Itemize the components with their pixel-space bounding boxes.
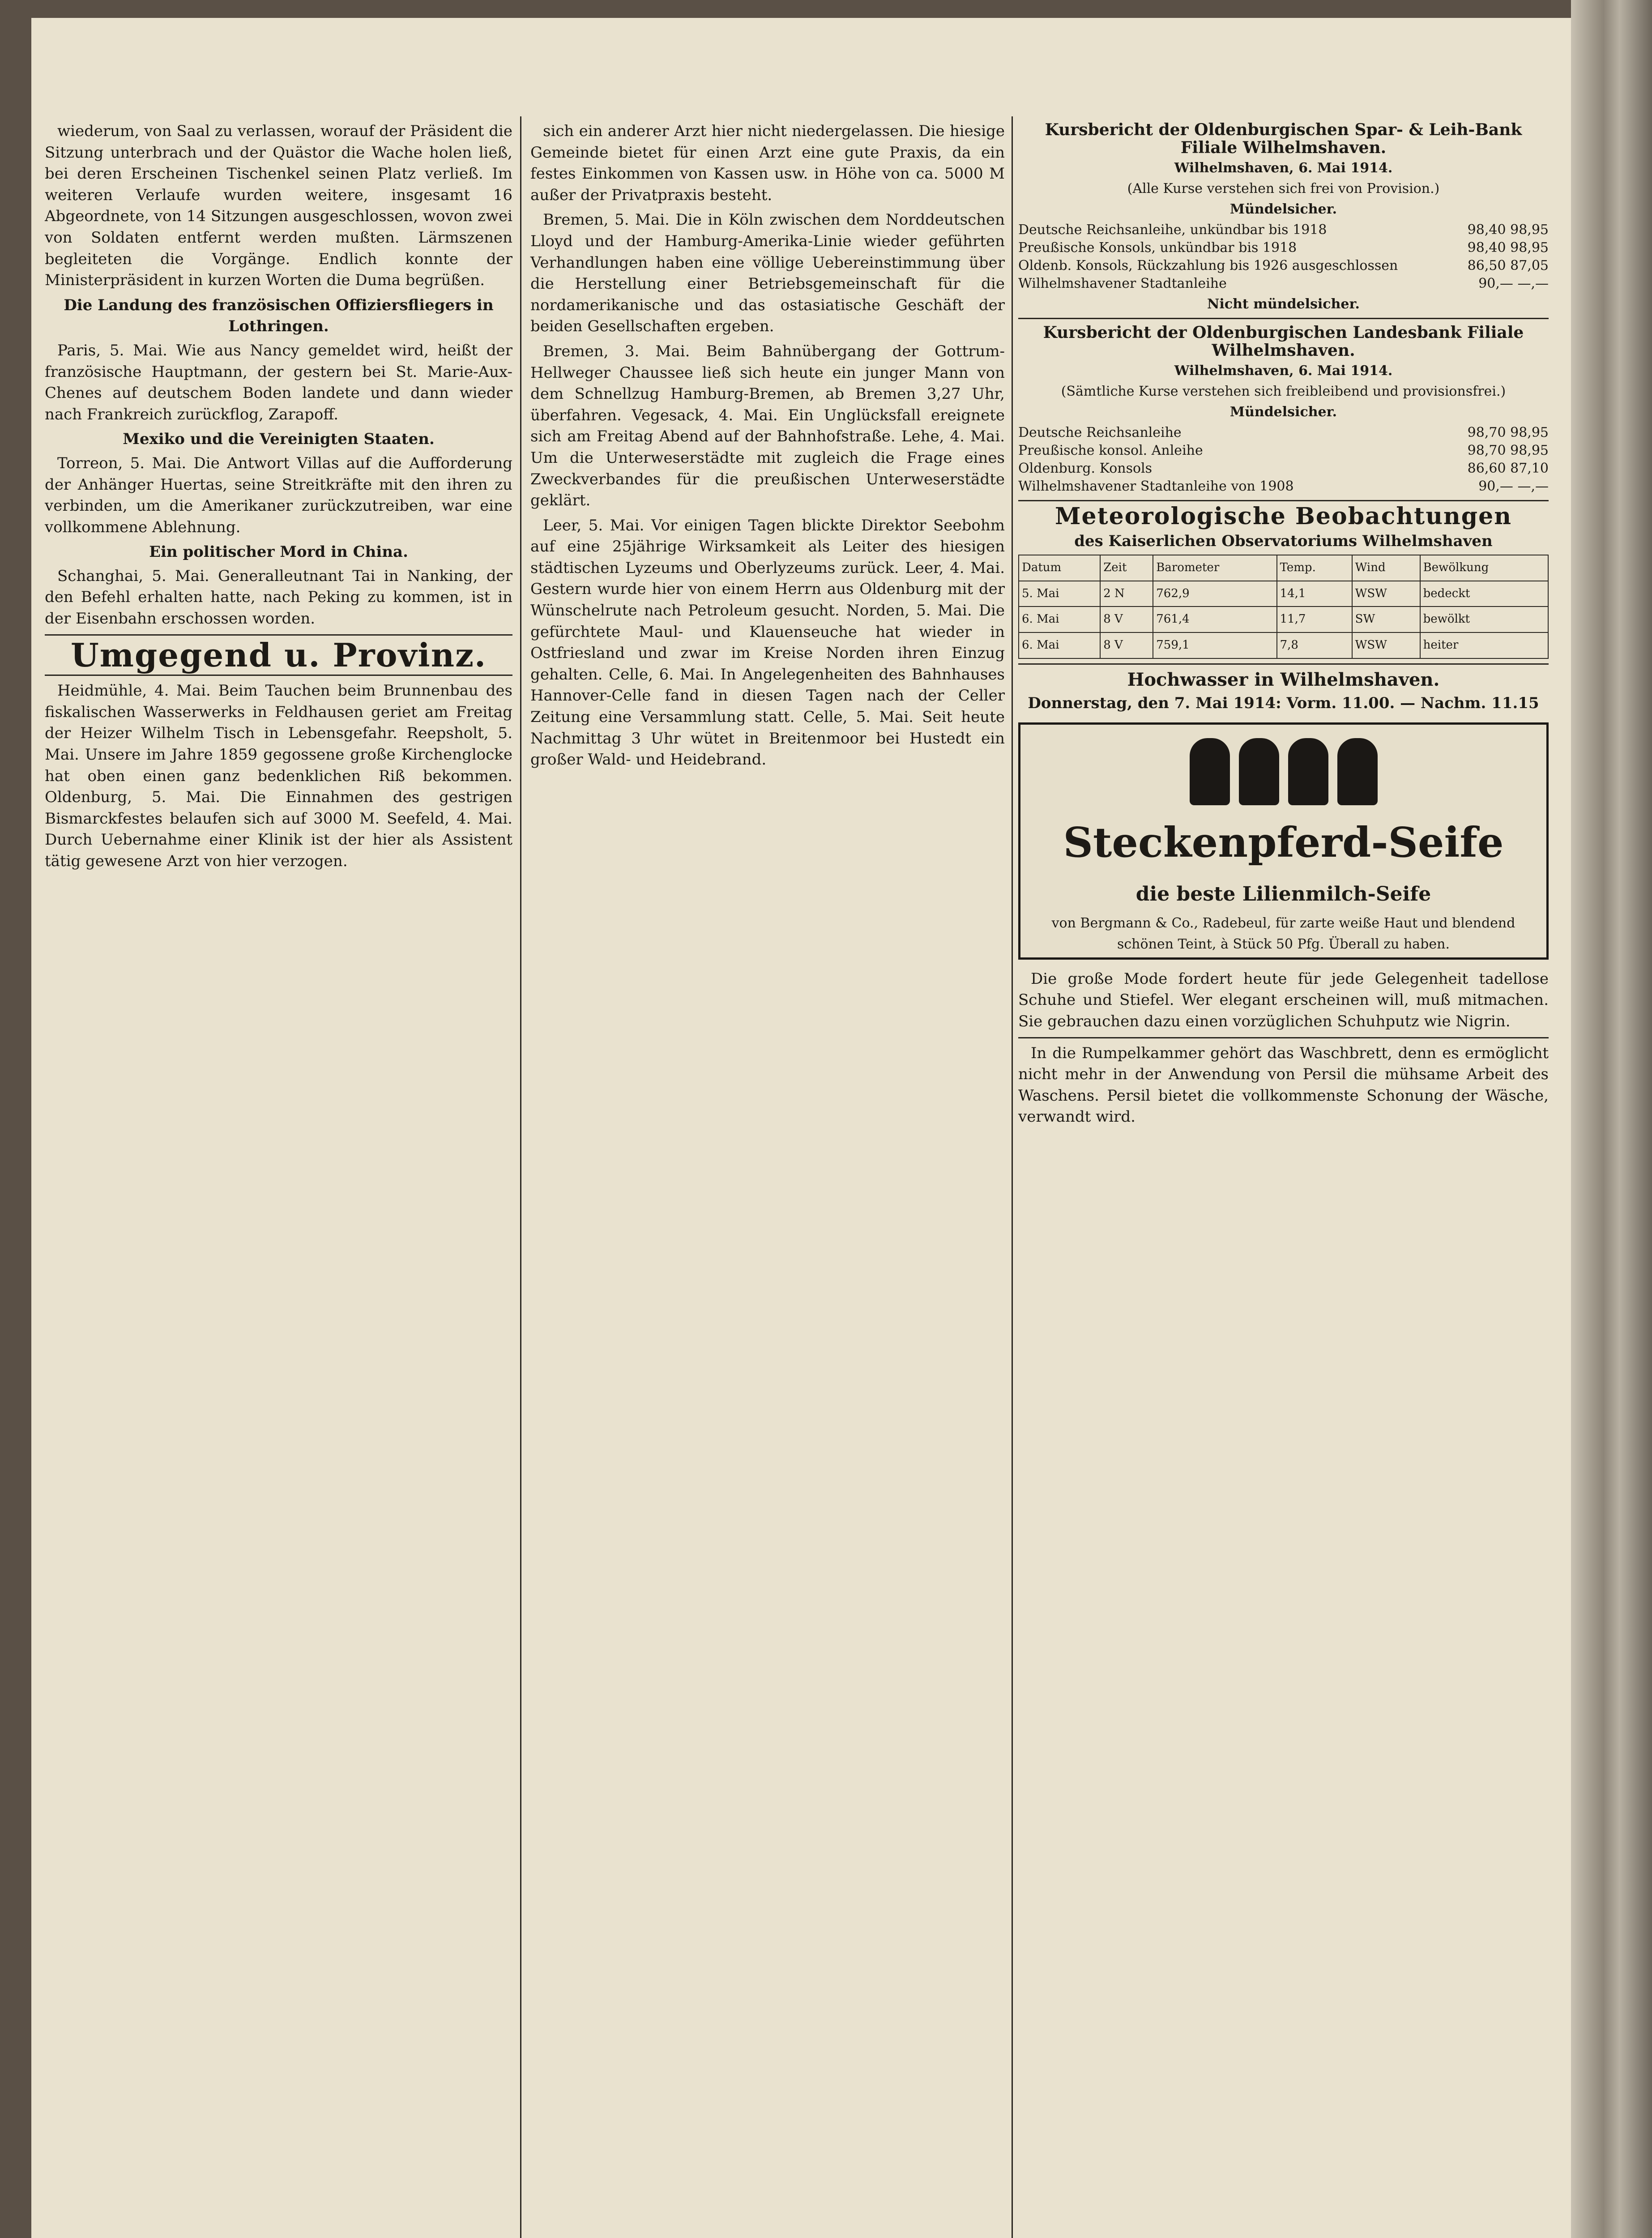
market-section: Mündelsicher. [1229,404,1337,420]
market-row: Deutsche Reichsanleihe 98,70 98,95 [1018,425,1549,440]
divider [45,634,512,636]
divider [45,675,512,676]
market-note: (Sämtliche Kurse verstehen sich freibleibend und provisionsfrei.) [1061,384,1506,399]
article-heading: Mexiko und die Vereinigten Staaten. [123,430,435,448]
column-rule [520,116,521,2238]
divider [1018,663,1549,665]
column-rule [1012,116,1013,2238]
market-row: Wilhelmshavener Stadtanleihe von 1908 90,— —,— [1018,478,1549,494]
ad-text: von Bergmann & Co., Radebeul, für zarte weiße Haut und blendend schönen Teint, à Stück 50 Pfg. Überall zu haben. [1051,915,1515,952]
market-report-2 [1018,324,1549,495]
market-row: Deutsche Reichsanleihe, unkündbar bis 1918 98,40 98,95 [1018,222,1549,238]
article-text: wiederum, von Saal zu verlassen, worauf der Präsident die Sitzung unterbrach und der Quästor die Wache holen ließ, bei deren Erscheinen Tischenkel seinen Platz verließ. Im weiteren Verlaufe wurden weitere, insgesamt 16 Abgeordnete, von 14 Sitzungen ausgeschlossen, wovon zwei von Soldaten entfernt werden mußten. Lärmszenen begleiteten die Vorgänge. Endlich konnte der Ministerpräsident in kurzen Worten die Duma begrüßen. [45,122,512,290]
column-3 [1018,121,1549,1132]
article-text: Torreon, 5. Mai. Die Antwort Villas auf die Aufforderung der Anhänger Huertas, seine Streitkräfte mit den ihren zu verbinden, um die Amerikaner zurückzutreiben, war eine vollkommene Ablehnung. [45,454,512,536]
market-section: Mündelsicher. [1229,201,1337,217]
market-row: Wilhelmshavener Stadtanleihe 90,— —,— [1018,276,1549,291]
ad-subtitle: die beste Lilienmilch-Seife [1135,882,1431,905]
market-title: Kursbericht der Oldenburgischen Spar- & Leih-Bank Filiale Wilhelmshaven. [1045,120,1522,157]
ad-copy: In die Rumpelkammer gehört das Waschbrett, denn es ermöglicht nicht mehr in der Anwendung von Persil die mühsame Arbeit des Waschens. Persil bietet die vollkommenste Schonung der Wäsche, verwandt wird. [1018,1044,1549,1126]
horse-logo-icon [1029,738,1537,814]
market-date: Wilhelmshaven, 6. Mai 1914. [1174,160,1393,176]
market-row: Preußische Konsols, unkündbar bis 1918 98,40 98,95 [1018,240,1549,256]
weather-subtitle: des Kaiserlichen Observatoriums Wilhelmshaven [1074,532,1493,550]
article-text: Leer, 5. Mai. Vor einigen Tagen blickte Direktor Seebohm auf eine 25jährige Wirksamkeit als Leiter des hiesigen städtischen Lyzeums und Oberlyzeums zurück. Leer, 4. Mai. Gestern wurde hier von einem Herrn aus Oldenburg mit der Wünschelrute nach Petroleum gesucht. Norden, 5. Mai. Die gefürchtete Maul- und Klauenseuche hat wieder in Ostfriesland und zwar im Kreise Norden ihren Einzug gehalten. Celle, 6. Mai. In Angelegenheiten des Bahnhauses Hannover-Celle fand in diesen Tagen nach der Celler Zeitung eine Versammlung statt. Celle, 5. Mai. Seit heute Nachmittag 3 Uhr wütet in Breitenmoor bei Hustedt ein großer Wald- und Heidebrand. [530,516,1005,769]
column-1 [45,121,512,876]
article-text: Paris, 5. Mai. Wie aus Nancy gemeldet wird, heißt der französische Hauptmann, der gestern bei St. Marie-Aux-Chenes auf deutschem Boden landete und dann wieder nach Frankreich zurückflog, Zarapoff. [45,341,512,423]
divider [1018,500,1549,501]
tide-title: Hochwasser in Wilhelmshaven. [1127,669,1440,690]
weather-title: Meteorologische Beobachtungen [1054,503,1512,530]
section-heading: Umgegend u. Provinz. [70,636,487,674]
article-text: Bremen, 5. Mai. Die in Köln zwischen dem Norddeutschen Lloyd und der Hamburg-Amerika-Linie wieder geführten Verhandlungen haben eine völlige Uebereinstimmung über die Herstellung einer Betriebsgemeinschaft für die nordamerikanische und das ostasiatische Geschäft der beiden Gesellschaften ergeben. [530,211,1005,336]
divider [1018,318,1549,319]
book-edge [1571,0,1652,2238]
article-text: Bremen, 3. Mai. Beim Bahnübergang der Gottrum-Hellweger Chaussee ließ sich heute ein junger Mann von dem Schnellzug Hamburg-Bremen, ab Bremen 3,27 Uhr, überfahren. Vegesack, 4. Mai. Ein Unglücksfall ereignete sich am Freitag Abend auf der Bahnhofstraße. Lehe, 4. Mai. Um die Unterweserstädte mit zugleich die Frage eines Zweckverbandes für die preußischen Unterweserstädte geklärt. [530,342,1005,510]
newspaper-page [31,18,1571,2238]
market-section: Nicht mündelsicher. [1207,296,1360,312]
soap-advertisement [1018,722,1549,960]
market-date: Wilhelmshaven, 6. Mai 1914. [1174,363,1393,379]
tide-text: Donnerstag, den 7. Mai 1914: Vorm. 11.00. — Nachm. 11.15 [1028,694,1539,713]
column-2 [530,121,1005,774]
market-report-1 [1018,121,1549,313]
market-row: Oldenb. Konsols, Rückzahlung bis 1926 ausgeschlossen 86,50 87,05 [1018,258,1549,273]
market-row: Oldenburg. Konsols 86,60 87,10 [1018,461,1549,476]
article-text: Heidmühle, 4. Mai. Beim Tauchen beim Brunnenbau des fiskalischen Wasserwerks in Feldhausen geriet am Freitag der Heizer Wilhelm Tisch in Lebensgefahr. Reepsholt, 5. Mai. Unsere im Jahre 1859 gegossene große Kirchenglocke hat oben einen ganz bedenklichen Riß bekommen. Oldenburg, 5. Mai. Die Einnahmen des gestrigen Bismarckfestes belaufen sich auf 3000 M. Seefeld, 4. Mai. Durch Uebernahme einer Klinik ist der hier als Assistent tätig gewesene Arzt von hier verzogen. [45,682,512,870]
article-text: Schanghai, 5. Mai. Generalleutnant Tai in Nanking, der den Befehl erhalten hatte, nach Peking zu kommen, ist in der Eisenbahn erschossen worden. [45,567,512,628]
weather-table: Datum Zeit Barometer Temp. Wind Bewölkung 5. Mai 2 N 762,9 14,1 WSW bedeckt 6. Mai 8 V 761,4 11,7 SW bewölkt 6. Mai 8 V 759,1 7,8 WSW heiter [1018,555,1549,658]
market-title: Kursbericht der Oldenburgischen Landesbank Filiale Wilhelmshaven. [1043,323,1524,360]
divider [1018,1037,1549,1038]
market-row: Preußische konsol. Anleihe 98,70 98,95 [1018,443,1549,458]
ad-copy: Die große Mode fordert heute für jede Gelegenheit tadellose Schuhe und Stiefel. Wer elegant erscheinen will, muß mitmachen. Sie gebrauchen dazu einen vorzüglichen Schuhputz wie Nigrin. [1018,970,1549,1030]
article-heading: Ein politischer Mord in China. [149,543,408,561]
article-heading: Die Landung des französischen Offiziersfliegers in Lothringen. [64,296,494,336]
article-text: sich ein anderer Arzt hier nicht niedergelassen. Die hiesige Gemeinde bietet für einen Arzt eine gute Praxis, da ein festes Einkommen von Kassen usw. in Höhe von ca. 5000 M außer der Privatpraxis besteht. [530,122,1005,204]
market-note: (Alle Kurse verstehen sich frei von Provision.) [1127,181,1440,196]
ad-brand: Steckenpferd-Seife [1063,818,1504,867]
